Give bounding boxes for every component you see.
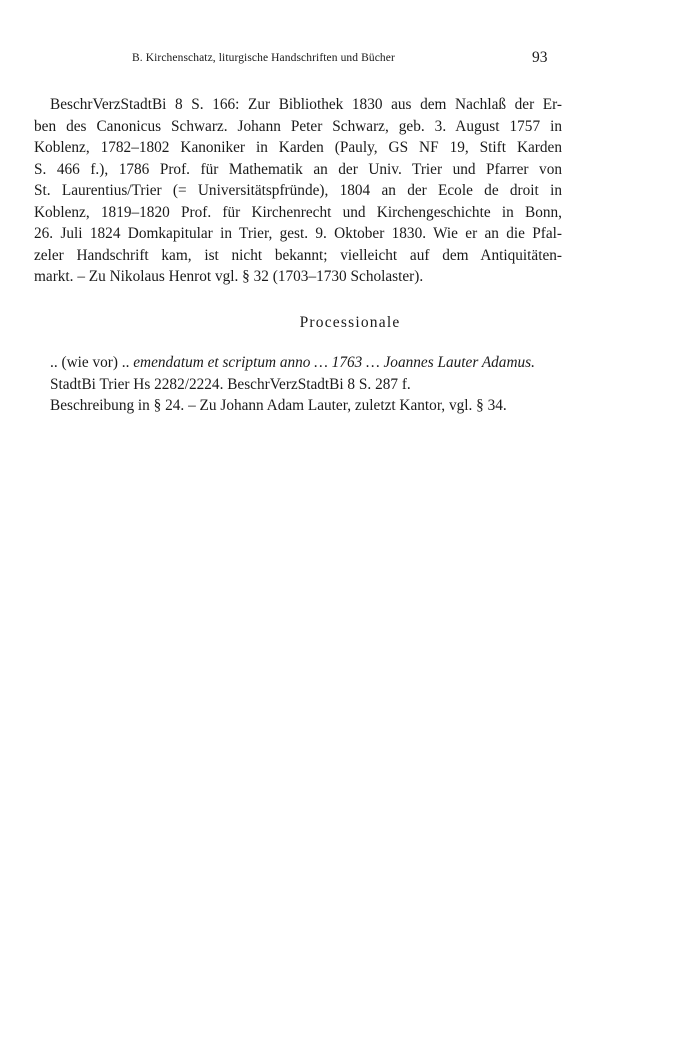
running-head xyxy=(0,49,700,72)
incipit-line xyxy=(34,352,562,374)
paragraph-line: St. Laurentius/Trier (= Universitätspfründe), 1804 an der Ecole de droit in xyxy=(34,182,562,199)
incipit-quote: emendatum et scriptum anno … 1763 … Joannes Lauter Adamus. xyxy=(133,354,535,371)
paragraph-processionale xyxy=(34,352,562,417)
page-number: 93 xyxy=(532,49,548,66)
shelfmark-line: StadtBi Trier Hs 2282/2224. BeschrVerzStadtBi 8 S. 287 f. xyxy=(50,375,411,393)
section-title: Processionale xyxy=(299,314,401,331)
paragraph-line: Koblenz, 1819–1820 Prof. für Kirchenrecht und Kirchengeschichte in Bonn, xyxy=(34,203,562,221)
paragraph-line: BeschrVerzStadtBi 8 S. 166: Zur Bibliothek 1830 aus dem Nachlaß der Er- xyxy=(50,96,562,113)
running-title: B. Kirchenschatz, liturgische Handschriften und Bücher xyxy=(132,52,395,64)
paragraph-line: ben des Canonicus Schwarz. Johann Peter Schwarz, geb. 3. August 1757 in xyxy=(34,117,562,135)
paragraph-line: zeler Handschrift kam, ist nicht bekannt; vielleicht auf dem Antiquitäten- xyxy=(34,246,562,264)
paragraph-line: 26. Juli 1824 Domkapitular in Trier, gest. 9. Oktober 1830. Wie er an die Pfal- xyxy=(34,225,562,242)
paragraph-line: S. 466 f.), 1786 Prof. für Mathematik an der Univ. Trier und Pfarrer von xyxy=(34,160,562,178)
paragraph-line: markt. – Zu Nikolaus Henrot vgl. § 32 (1703–1730 Scholaster). xyxy=(34,268,424,285)
incipit-prefix: .. (wie vor) .. xyxy=(50,354,134,371)
paragraph-schwarz-note xyxy=(34,94,562,288)
paragraph-line: Koblenz, 1782–1802 Kanoniker in Karden (Pauly, GS NF 19, Stift Karden xyxy=(34,139,562,156)
description-line: Beschreibung in § 24. – Zu Johann Adam Lauter, zuletzt Kantor, vgl. § 34. xyxy=(50,397,507,414)
